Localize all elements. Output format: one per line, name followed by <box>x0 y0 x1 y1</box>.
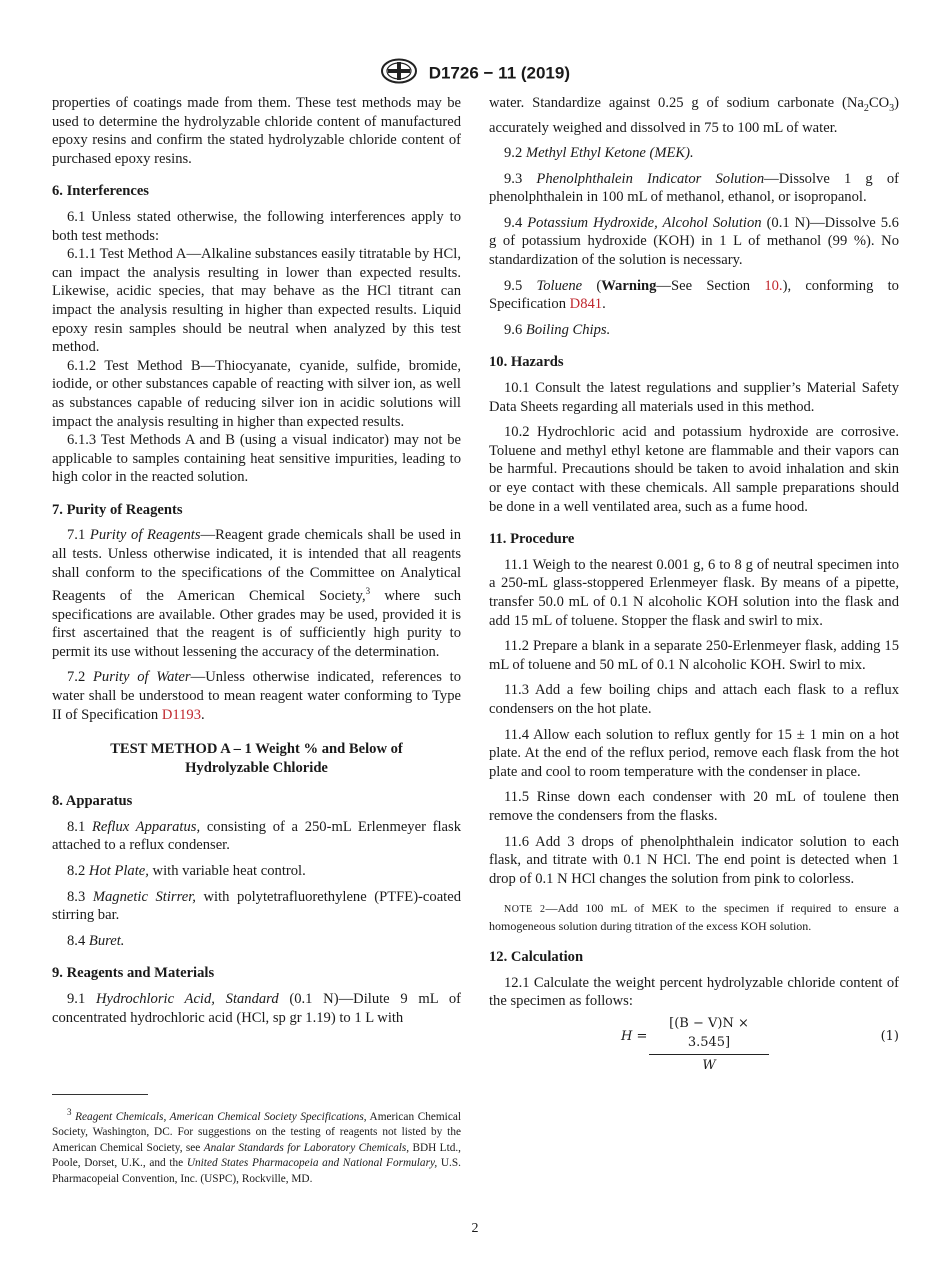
section-7-title: 7. Purity of Reagents <box>52 501 183 518</box>
link-d841[interactable]: D841 <box>569 296 603 313</box>
para-12-1: 12.1 Calculate the weight percent hydrolyzable chloride content of the specimen as follows: <box>489 974 899 1010</box>
para-9-5: 9.5 Toluene (Warning—See Section 10.), conforming to Specification D841. <box>489 277 899 313</box>
para-6-1-2: 6.1.2 Test Method B—Thiocyanate, cyanide, sulfide, bromide, iodide, or other substances capable of reacting with silver ion, as well as substances capable of reducing silver ion in acidic solutions will impact the analysis resulting in higher than expected results. <box>52 357 461 430</box>
para-9-2: 9.2 Methyl Ethyl Ketone (MEK). <box>504 145 694 162</box>
para-11-3: 11.3 Add a few boiling chips and attach each flask to a reflux condensers on the hot plate. <box>489 682 899 717</box>
equation-lhs: H = <box>621 1029 648 1045</box>
equation-number: (1) <box>880 1029 899 1045</box>
section-6-title: 6. Interferences <box>52 183 149 200</box>
section-8-title: 8. Apparatus <box>52 793 133 810</box>
left-column <box>52 94 461 1034</box>
para-6-1: 6.1 Unless stated otherwise, the following interferences apply to both test methods: <box>52 208 461 244</box>
astm-logo-icon <box>380 58 418 89</box>
section-10-title: 10. Hazards <box>489 354 564 371</box>
para-9-6: 9.6 Boiling Chips. <box>504 321 611 338</box>
para-10-1: 10.1 Consult the latest regulations and supplier’s Material Safety Data Sheets regarding all materials used in this method. <box>489 380 899 415</box>
footnote-3: $^3$ Reagent Chemicals, American Chemical Society Specifications, American Chemical Society, Washington, DC. For suggestions on the testing of reagents not listed by the American Chemical Society, see Analar Standards for Laboratory Chemicals, BDH Ltd., Poole, Dorset, U.K., and the United States Pharmacopeia and National Formulary, U.S. Pharmacopeial Convention, Inc. (USPC), Rockville, MD. <box>52 1107 462 1185</box>
section-12-title: 12. Calculation <box>489 949 584 966</box>
page-header <box>0 58 950 89</box>
para-8-2: 8.2 Hot Plate, with variable heat control. <box>67 863 306 880</box>
para-9-3: 9.3 Phenolphthalein Indicator Solution—Dissolve 1 g of phenolphthalein in 100 mL of methanol, ethanol, or isopropanol. <box>489 170 899 206</box>
para-9-4: 9.4 Potassium Hydroxide, Alcohol Solution (0.1 N)—Dissolve 5.6 g of potassium hydroxide (KOH) in 1 L of methanol (99 %). No standardization of the solution is necessary. <box>489 214 899 269</box>
method-a-heading: TEST METHOD A – 1 Weight % and Below of Hydrolyzable Chloride <box>110 741 403 777</box>
para-11-2: 11.2 Prepare a blank in a separate 250-Erlenmeyer flask, adding 15 mL of toluene and 50 mL of 0.1 N alcoholic KOH. Swirl to mix. <box>489 638 899 673</box>
para-7-1: 7.1 Purity of Reagents—Reagent grade chemicals shall be used in all tests. Unless otherwise indicated, it is intended that all reagents shall conform to the specifications of the Committee on Analytical Reagents of the American Chemical Society,$^3$ where such specifications are available. Other grades may be used, provided it is first ascertained that the reagent is of sufficiently high purity to permit its use without lessening the accuracy of the determination. <box>52 527 462 660</box>
section-11-title: 11. Procedure <box>489 531 575 548</box>
para-11-6: 11.6 Add 3 drops of phenolphthalein indicator solution to each flask, and titrate with 0.1 N HCl. The end point is detected when 1 drop of 0.1 N HCl changes the solution from pink to colorless. <box>489 833 899 887</box>
para-8-1: 8.1 Reflux Apparatus, consisting of a 250-mL Erlenmeyer flask attached to a reflux condenser. <box>52 818 462 854</box>
equation-denominator: W <box>702 1058 716 1074</box>
para-11-5: 11.5 Rinse down each condenser with 20 mL of toulene then remove the condensers from the flasks. <box>489 789 899 824</box>
para-7-2: 7.2 Purity of Water—Unless otherwise indicated, references to water shall be understood to mean reagent water conforming to Type II of Specification D1193. <box>52 669 461 723</box>
link-section-10[interactable]: 10. <box>764 277 783 294</box>
para-10-2: 10.2 Hydrochloric acid and potassium hydroxide are corrosive. Toluene and methyl ethyl ketone are flammable and their vapors can be harmful. Precautions should be taken to avoid inhalation and skin or eye contact with these chemicals. All sample preparations should be done in a well ventilated area, such as a fume hood. <box>489 424 899 515</box>
para-9-1-continued: water. Standardize against 0.25 g of sodium carbonate $(Na_2CO_3)$ accurately weighed and dissolved in 75 to 100 mL of water. <box>489 95 899 136</box>
para-11-4: 11.4 Allow each solution to reflux gently for 15 ± 1 min on a hot plate. At the end of the reflux period, remove each flask from the hot plate and cool to room temperature with the condenser in place. <box>489 726 899 780</box>
equation-1 <box>489 1015 899 1074</box>
para-9-1: 9.1 Hydrochloric Acid, Standard (0.1 N)—Dilute 9 mL of concentrated hydrochloric acid (HCl, sp gr 1.19) to 1 L with <box>52 991 461 1026</box>
footnote-divider <box>52 1094 148 1095</box>
note-2: NOTE 2—Add 100 mL of MEK to the specimen if required to ensure a homogeneous solution during titration of the excess KOH solution. <box>489 901 899 934</box>
para-6-1-1: 6.1.1 Test Method A—Alkaline substances easily titratable by HCl, can impact the analysis resulting in lower than expected results. Likewise, acidic species, that may behave as the HCl titrant can impact the analysis resulting in higher than expected results. Liquid epoxy resin samples should be neutral when analyzed by this test method. <box>52 246 461 356</box>
link-d1193[interactable]: D1193 <box>161 706 202 723</box>
section-9-title: 9. Reagents and Materials <box>52 965 215 982</box>
intro-paragraph: properties of coatings made from them. These test methods may be used to determine the hydrolyzable chloride content of manufactured epoxy resins and confirm the stated hydrolyzable chloride content of purchased epoxy resins. <box>52 95 461 167</box>
page-number: 2 <box>471 1221 479 1236</box>
equation-fraction <box>649 1015 769 1076</box>
para-8-4: 8.4 Buret. <box>67 932 125 949</box>
equation-numerator: [(B − V)N × 3.545] <box>649 1015 769 1055</box>
para-8-3: 8.3 Magnetic Stirrer, with polytetrafluorethylene (PTFE)-coated stirring bar. <box>52 888 461 924</box>
para-6-1-3: 6.1.3 Test Methods A and B (using a visual indicator) may not be applicable to samples containing heat sensitive impurities, leading to high color in the reacted solution. <box>52 432 461 486</box>
para-11-1: 11.1 Weigh to the nearest 0.001 g, 6 to 8 g of neutral specimen into a 250-mL glass-stoppered Erlenmeyer flask. By means of a pipette, transfer 50.0 mL of 0.1 N alcoholic KOH solution into the flask and add 15 mL of toluene. Stopper the flask and swirl to mix. <box>489 556 899 629</box>
designation: D1726 − 11 (2019) <box>428 63 571 83</box>
right-column <box>489 94 899 1074</box>
